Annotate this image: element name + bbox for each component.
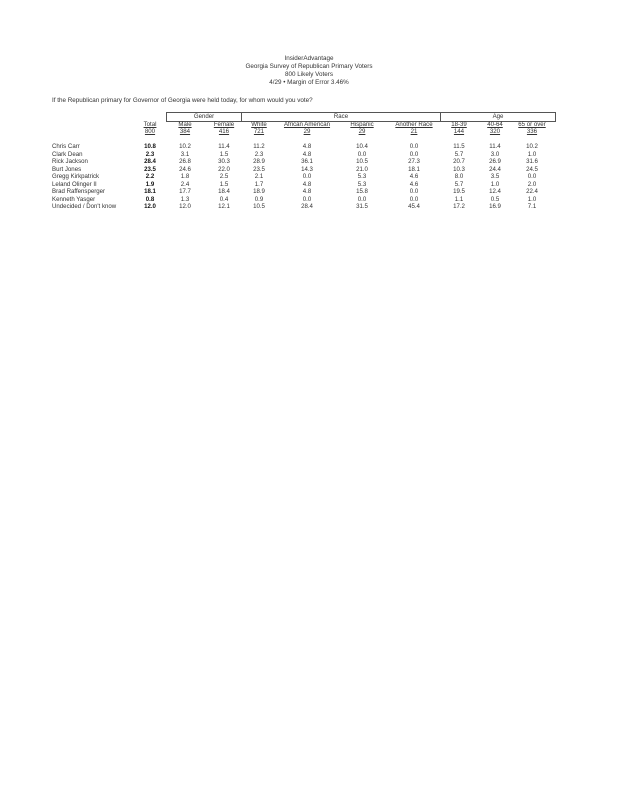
cell: 5.3 — [357, 180, 367, 188]
cell: 19.5 — [453, 188, 465, 195]
cell: 1.5 — [219, 180, 229, 188]
cell: 18.1 — [408, 165, 420, 173]
row-label: Clark Dean — [52, 150, 83, 158]
cell: 24.5 — [526, 165, 538, 173]
cell: 22.0 — [218, 165, 230, 173]
cell-total: 1.9 — [145, 180, 155, 188]
cell: 28.9 — [253, 158, 265, 165]
cell: 1.3 — [180, 195, 190, 203]
cell: 16.9 — [489, 203, 501, 210]
cell: 26.8 — [179, 158, 191, 165]
column-label: 65 or over — [518, 121, 546, 128]
cell-total: 2.2 — [145, 173, 155, 180]
column-label: White — [251, 121, 267, 128]
column-n: 416 — [218, 128, 230, 135]
cell: 5.7 — [454, 180, 464, 188]
column-label: 18-39 — [451, 121, 467, 128]
group-label-race: Race — [333, 113, 349, 120]
cell: 26.9 — [489, 158, 501, 165]
cell-total: 28.4 — [144, 158, 156, 165]
cell: 8.0 — [454, 173, 464, 180]
cell: 10.5 — [356, 158, 368, 165]
cell: 0.0 — [527, 173, 537, 180]
cell: 5.3 — [357, 173, 367, 180]
column-n: 336 — [526, 128, 538, 135]
column-label: Male — [178, 121, 192, 128]
row-label: Rick Jackson — [52, 158, 88, 165]
cell: 0.0 — [409, 195, 419, 203]
cell-total: 18.1 — [144, 188, 156, 195]
cell-total: 2.3 — [145, 150, 155, 158]
cell: 36.1 — [301, 158, 313, 165]
cell: 4.8 — [302, 143, 312, 150]
cell: 0.0 — [409, 150, 419, 158]
cell: 1.8 — [180, 173, 190, 180]
cell: 2.5 — [219, 173, 229, 180]
cell: 28.4 — [301, 203, 313, 210]
column-label: Total — [143, 121, 157, 128]
row-label: Gregg Kirkpatrick — [52, 173, 100, 180]
header-sample: 800 Likely Voters — [285, 71, 333, 78]
column-n: 29 — [303, 128, 311, 135]
row-label: Brad Raffensperger — [52, 188, 106, 195]
cell: 2.0 — [527, 180, 537, 188]
cell: 0.0 — [409, 188, 419, 195]
cell: 18.9 — [253, 188, 265, 195]
cell: 2.4 — [180, 180, 190, 188]
cell: 45.4 — [408, 203, 420, 210]
cell: 10.3 — [453, 165, 465, 173]
cell: 0.0 — [302, 195, 312, 203]
cell: 30.3 — [218, 158, 230, 165]
row-label: Undecided / Don't know — [52, 203, 117, 210]
cell: 1.5 — [219, 150, 229, 158]
column-label: Another Race — [395, 121, 433, 128]
cell: 1.1 — [454, 195, 464, 203]
cell: 22.4 — [526, 188, 538, 195]
cell: 1.0 — [527, 150, 537, 158]
column-n: 21 — [410, 128, 418, 135]
cell: 10.5 — [253, 203, 265, 210]
cell: 1.0 — [527, 195, 537, 203]
cell: 0.0 — [409, 143, 419, 150]
cell: 10.4 — [356, 143, 368, 150]
header-title: InsiderAdvantage — [284, 55, 334, 62]
column-n: 144 — [453, 128, 465, 135]
cell: 12.1 — [218, 203, 230, 210]
column-n: 800 — [144, 128, 156, 135]
cell: 15.8 — [356, 188, 368, 195]
header-date-margin: 4/29 • Margin of Error 3.46% — [269, 79, 349, 86]
cell: 5.7 — [454, 150, 464, 158]
column-label: Female — [213, 121, 235, 128]
cell-total: 10.8 — [144, 143, 156, 150]
cell: 17.7 — [179, 188, 191, 195]
column-label: African American — [283, 121, 331, 128]
cell: 23.5 — [253, 165, 265, 173]
cell: 12.4 — [489, 188, 501, 195]
cell: 31.6 — [526, 158, 538, 165]
column-n: 320 — [489, 128, 501, 135]
cell: 20.7 — [453, 158, 465, 165]
column-n: 384 — [179, 128, 191, 135]
cell: 1.7 — [254, 180, 264, 188]
cell: 0.4 — [219, 195, 229, 203]
cell: 3.1 — [180, 150, 190, 158]
cell: 4.8 — [302, 150, 312, 158]
cell: 4.6 — [409, 173, 419, 180]
cell: 11.2 — [253, 143, 265, 150]
cell: 4.8 — [302, 188, 312, 195]
cell: 2.1 — [254, 173, 264, 180]
column-n: 29 — [358, 128, 366, 135]
cell: 3.0 — [490, 150, 500, 158]
cell: 0.0 — [357, 195, 367, 203]
cell: 7.1 — [527, 203, 537, 210]
cell: 0.5 — [490, 195, 500, 203]
row-label: Kenneth Yasger — [52, 195, 96, 203]
group-label-age: Age — [492, 113, 504, 120]
column-n: 721 — [253, 128, 265, 135]
survey-question: If the Republican primary for Governor of Georgia were held today, for whom would you vote? — [52, 97, 313, 104]
cell: 11.4 — [218, 143, 230, 150]
cell: 17.2 — [453, 203, 465, 210]
row-label: Leland Olinger II — [52, 180, 97, 188]
column-label: 40-64 — [487, 121, 503, 128]
cell: 27.3 — [408, 158, 420, 165]
column-label: Hispanic — [350, 121, 374, 128]
cell: 24.6 — [179, 165, 191, 173]
document-header — [0, 55, 618, 87]
cell: 0.0 — [302, 173, 312, 180]
cell: 4.8 — [302, 180, 312, 188]
cell: 11.5 — [453, 143, 465, 150]
header-survey: Georgia Survey of Republican Primary Voters — [245, 63, 373, 70]
group-label-gender: Gender — [193, 113, 215, 120]
cell: 10.2 — [179, 143, 191, 150]
cell: 24.4 — [489, 165, 501, 173]
cell: 11.4 — [489, 143, 501, 150]
cell: 3.5 — [490, 173, 500, 180]
cell: 10.2 — [526, 143, 538, 150]
cell-total: 12.0 — [144, 203, 156, 210]
cell: 31.5 — [356, 203, 368, 210]
cell: 14.3 — [301, 165, 313, 173]
cell: 12.0 — [179, 203, 191, 210]
cell-total: 0.8 — [145, 195, 155, 203]
cell: 2.3 — [254, 150, 264, 158]
cell: 21.0 — [356, 165, 368, 173]
cell: 1.0 — [490, 180, 500, 188]
cell: 18.4 — [218, 188, 230, 195]
cell: 4.6 — [409, 180, 419, 188]
cell: 0.9 — [254, 195, 264, 203]
row-label: Burt Jones — [52, 165, 82, 173]
cell-total: 23.5 — [144, 165, 156, 173]
cell: 0.0 — [357, 150, 367, 158]
row-label: Chris Carr — [52, 143, 80, 150]
